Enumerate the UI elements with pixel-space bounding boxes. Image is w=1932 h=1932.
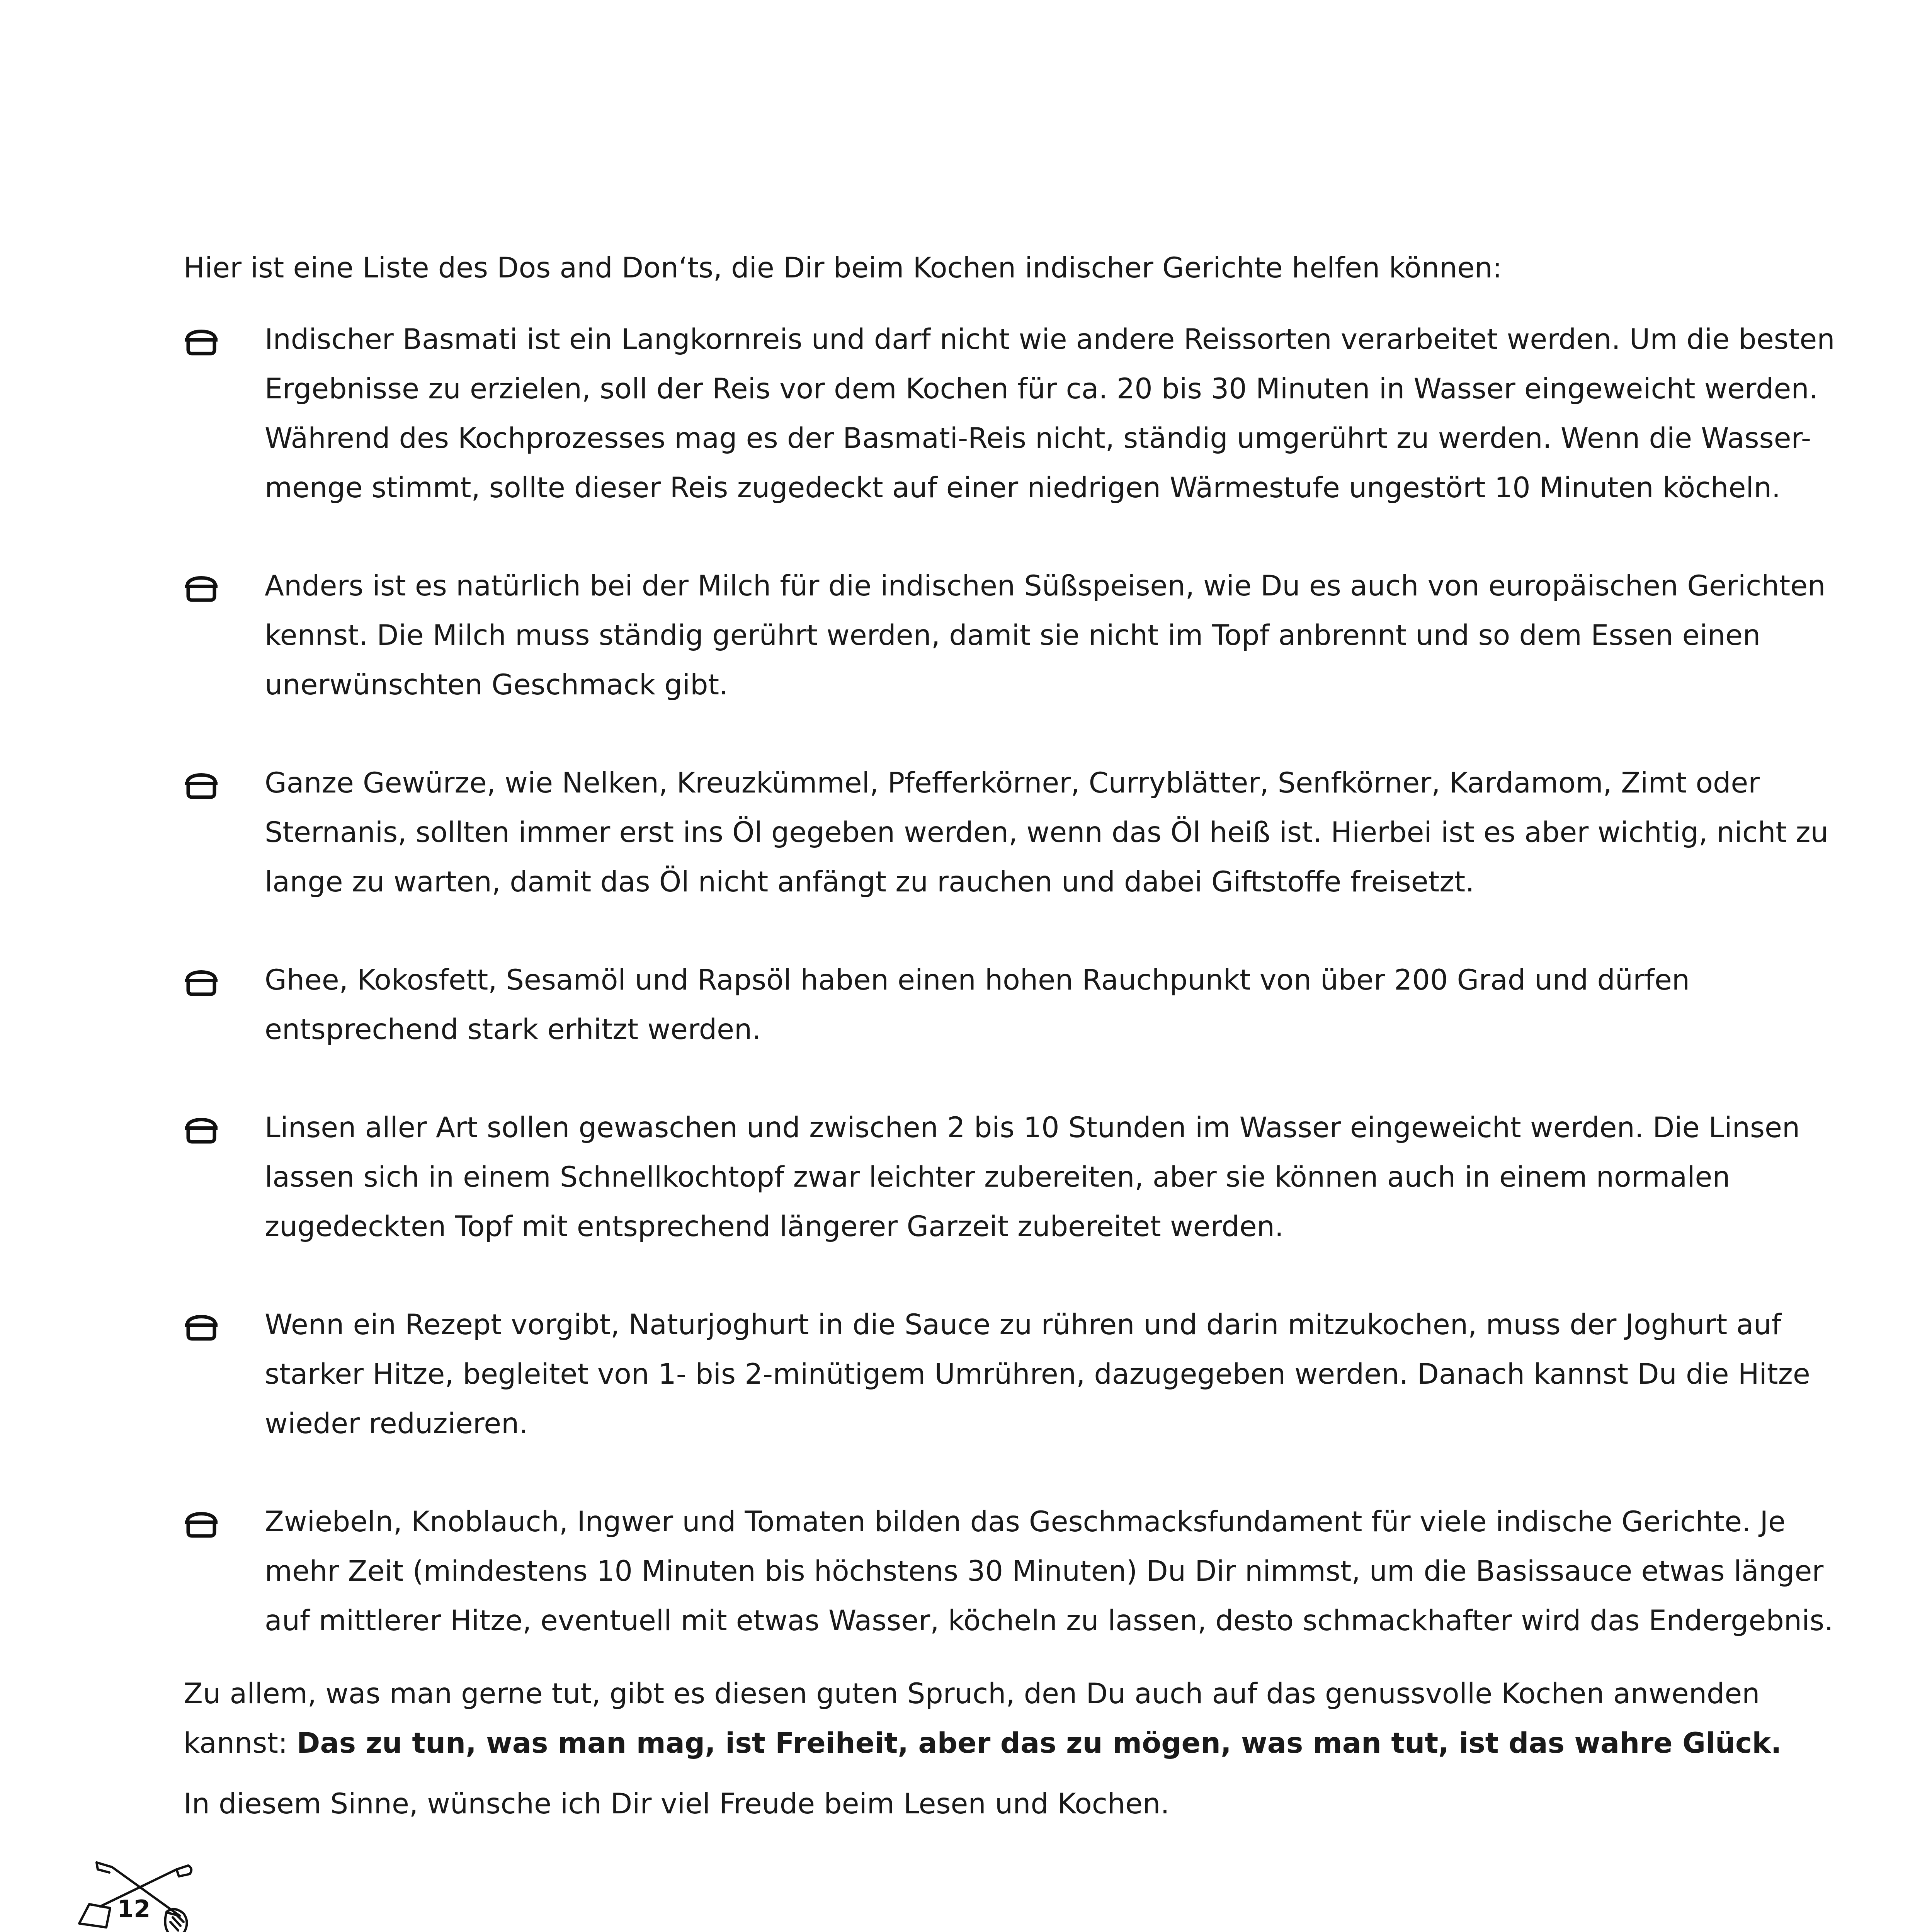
pot-icon <box>184 326 219 356</box>
list-item <box>184 1497 1845 1646</box>
closing-paragraph: In diesem Sinne, wünsche ich Dir viel Freude beim Lesen und Kochen. <box>184 1787 1170 1820</box>
list-item-text: Anders ist es natürlich bei der Milch für die indischen Süßspeisen, wie Du es auch von europäischen Gerichten kennst. Die Milch muss ständig gerührt werden, damit sie nicht im Topf anbrennt und so dem Essen einen unerwünschten Geschmack gibt. <box>265 570 1826 701</box>
list-item-text: Ghee, Kokosfett, Sesamöl und Rapsöl haben einen hohen Rauchpunkt von über 200 Grad und dürfen entsprechend stark erhitzt werden. <box>265 964 1690 1046</box>
list-item-text: Zwiebeln, Knoblauch, Ingwer und Tomaten bilden das Geschmacksfundament für viele indische Gerichte. Je mehr Zeit (mindestens 10 Minuten bis höchstens 30 Minuten) Du Dir nimmst, um die Basissauce etwas länger auf mittlerer Hitze, eventuell mit etwas Wasser, köcheln zu lassen, desto schmackhafter wird das Endergebnis. <box>265 1505 1833 1637</box>
list-item-text: Ganze Gewürze, wie Nelken, Kreuzkümmel, Pfefferkörner, Curryblätter, Senfkörner, Kardamom, Zimt oder Sternanis, sollten immer erst ins Öl gegeben werden, wenn das Öl heiß ist. Hierbei ist es aber wichtig, nicht zu lange zu warten, damit das Öl nicht anfängt zu rauchen und dabei Giftstoffe freisetzt. <box>265 767 1828 898</box>
pot-icon <box>184 572 219 602</box>
tips-list <box>184 315 1845 1694</box>
outro-quote: Das zu tun, was man mag, ist Freiheit, aber das zu mögen, was man tut, ist das wahre Glück. <box>296 1727 1782 1760</box>
list-item-text: Linsen aller Art sollen gewaschen und zwischen 2 bis 10 Stunden im Wasser eingeweicht werden. Die Linsen lassen sich in einem Schnellkochtopf zwar leichter zubereiten, aber sie können auch in einem normalen zugedeckten Topf mit entsprechend längerer Garzeit zubereitet werden. <box>265 1111 1800 1243</box>
outro-paragraph <box>184 1669 1845 1768</box>
pot-icon <box>184 1508 219 1538</box>
pot-icon <box>184 769 219 799</box>
outro-text: Zu allem, was man gerne tut, gibt es diesen guten Spruch, den Du auch auf das genussvolle Kochen anwenden kannst: <box>184 1677 1760 1760</box>
intro-paragraph: Hier ist eine Liste des Dos and Don‘ts, die Dir beim Kochen indischer Gerichte helfen können: <box>184 252 1502 284</box>
pot-icon <box>184 1114 219 1144</box>
list-item <box>184 1103 1845 1252</box>
list-item <box>184 759 1845 907</box>
page-footer <box>75 1859 203 1932</box>
page-number: 12 <box>117 1895 151 1923</box>
list-item <box>184 315 1845 513</box>
pot-icon <box>184 966 219 997</box>
list-item-text: Indischer Basmati ist ein Langkornreis und darf nicht wie andere Reissorten verarbeitet werden. Um die besten Ergebnisse zu erzielen, soll der Reis vor dem Kochen für ca. 20 bis 30 Minuten in Wasser eingeweicht werden. Während des Kochprozesses mag es der Basmati-Reis nicht, ständig umgerührt zu werden. Wenn die Wasser-menge stimmt, sollte dieser Reis zugedeckt auf einer niedrigen Wärmestufe ungestört 10 Minuten köcheln. <box>265 323 1835 504</box>
pot-icon <box>184 1311 219 1341</box>
list-item <box>184 956 1845 1054</box>
list-item <box>184 561 1845 710</box>
list-item <box>184 1300 1845 1449</box>
list-item-text: Wenn ein Rezept vorgibt, Naturjoghurt in die Sauce zu rühren und darin mitzukochen, muss der Joghurt auf starker Hitze, begleitet von 1- bis 2-minütigem Umrühren, dazugegeben werden. Danach kannst Du die Hitze wieder reduzieren. <box>265 1308 1810 1440</box>
